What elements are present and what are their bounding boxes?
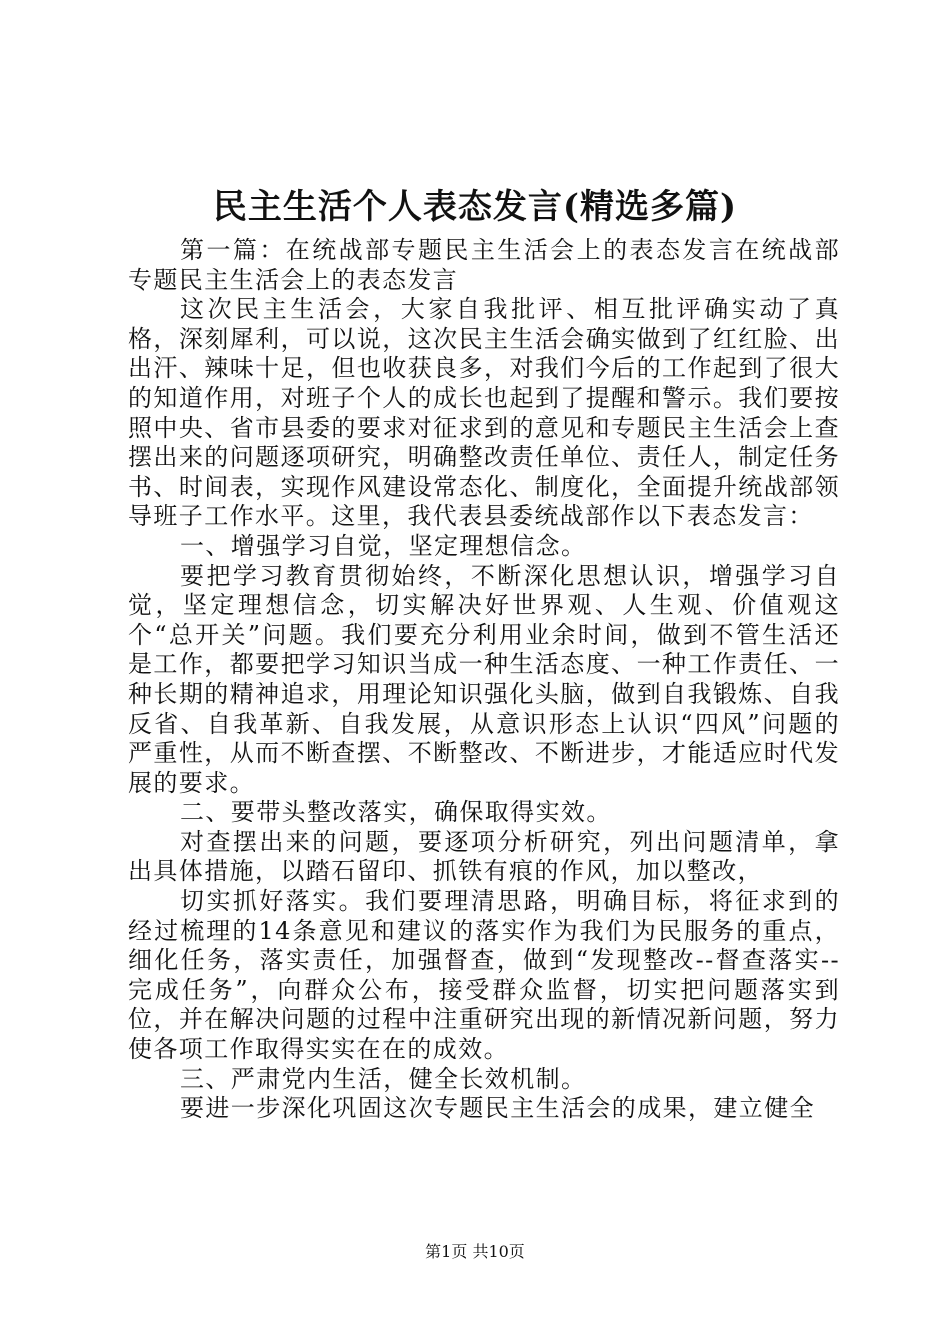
paragraph-overview: 这次民主生活会，大家自我批评、相互批评确实动了真格，深刻犀利，可以说，这次民主生活会确实做到了红红脸、出出汗、辣味十足，但也收获良多，对我们今后的工作起到了很大的知道作用，对班子个人的成长也起到了提醒和警示。我们要按照中央、省市县委的要求对征求到的意见和专题民主生活会上查摆出来的问题逐项研究，明确整改责任单位、责任人，制定任务书、时间表，实现作风建设常态化、制度化，全面提升统战部领导班子工作水平。这里，我代表县委统战部作以下表态发言： [128, 295, 840, 531]
paragraph-section-1: 要把学习教育贯彻始终，不断深化思想认识，增强学习自觉，坚定理想信念，切实解决好世界观、人生观、价值观这个“总开关”问题。我们要充分利用业余时间，做到不管生活还是工作，都要把学习知识当成一种生活态度、一种工作责任、一种长期的精神追求，用理论知识强化头脑，做到自我锻炼、自我反省、自我革新、自我发展，从意识形态上认识“四风”问题的严重性，从而不断查摆、不断整改、不断进步，才能适应时代发展的要求。 [128, 561, 840, 797]
paragraph-intro: 第一篇：在统战部专题民主生活会上的表态发言在统战部专题民主生活会上的表态发言 [128, 236, 840, 294]
section-heading-1: 一、增强学习自觉，坚定理想信念。 [180, 531, 587, 560]
paragraph-section-2b: 切实抓好落实。我们要理清思路，明确目标，将征求到的经过梳理的14条意见和建议的落实作为我们为民服务的重点，细化任务，落实责任，加强督查，做到“发现整改--督查落实--完成任务”，向群众公布，接受群众监督，切实把问题落实到位，并在解决问题的过程中注重研究出现的新情况新问题，努力使各项工作取得实实在在的成效。 [128, 887, 840, 1064]
section-heading-2: 二、要带头整改落实，确保取得实效。 [180, 798, 612, 827]
paragraph-section-2a: 对查摆出来的问题，要逐项分析研究，列出问题清单，拿出具体措施，以踏石留印、抓铁有痕的作风，加以整改， [128, 827, 840, 886]
section-heading-3: 三、严肃党内生活，健全长效机制。 [180, 1064, 587, 1093]
document-body [128, 236, 840, 1124]
page-footer: 第1页 共10页 [425, 1242, 525, 1261]
paragraph-section-3: 要进一步深化巩固这次专题民主生活会的成果，建立健全 [180, 1094, 815, 1123]
document-title: 民主生活个人表态发言(精选多篇) [212, 187, 738, 227]
